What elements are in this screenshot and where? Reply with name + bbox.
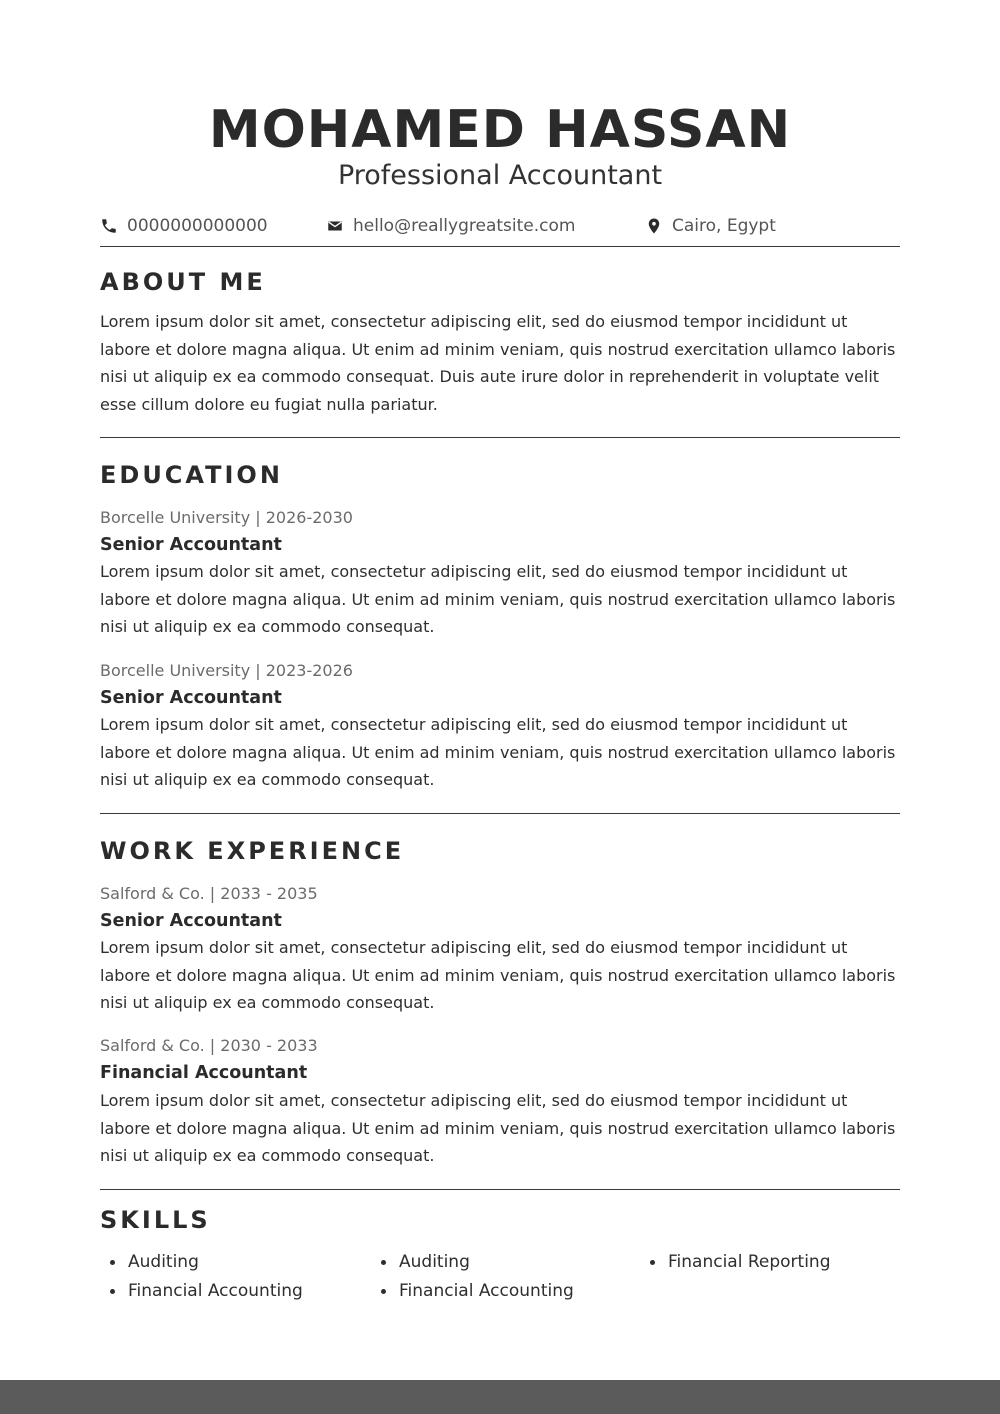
contact-phone <box>100 213 268 239</box>
location-pin-icon <box>645 217 663 235</box>
about-text: Lorem ipsum dolor sit amet, consectetur adipiscing elit, sed do eiusmod tempor incididunt ut labore et dolore magna aliqua. Ut enim ad minim veniam, quis nostrud exercitation ullamco laboris nisi ut aliquip ex ea commodo consequat. Duis aute irure dolor in reprehenderit in voluptate velit esse cillum dolore eu fugiat nulla pariatur. <box>100 312 896 414</box>
job-title: Professional Accountant <box>337 160 663 191</box>
section-heading-skills: SKILLS <box>100 1206 211 1234</box>
skill-item: Financial Accounting <box>371 1277 574 1306</box>
work-role: Senior Accountant <box>100 911 282 931</box>
location-text: Cairo, Egypt <box>672 216 776 236</box>
footer-bar <box>0 1380 1000 1414</box>
divider <box>100 1189 900 1190</box>
divider <box>100 813 900 814</box>
skills-column <box>100 1248 303 1305</box>
work-meta: Salford & Co. | 2030 - 2033 <box>100 1036 318 1055</box>
work-meta: Salford & Co. | 2033 - 2035 <box>100 884 318 903</box>
skill-item: Financial Accounting <box>100 1277 303 1306</box>
skills-column <box>371 1248 574 1305</box>
work-description: Lorem ipsum dolor sit amet, consectetur adipiscing elit, sed do eiusmod tempor incididunt ut labore et dolore magna aliqua. Ut enim ad minim veniam, quis nostrud exercitation ullamco laboris nisi ut aliquip ex ea commodo consequat. <box>100 1091 896 1165</box>
section-heading-work: WORK EXPERIENCE <box>100 837 405 865</box>
work-description: Lorem ipsum dolor sit amet, consectetur adipiscing elit, sed do eiusmod tempor incididunt ut labore et dolore magna aliqua. Ut enim ad minim veniam, quis nostrud exercitation ullamco laboris nisi ut aliquip ex ea commodo consequat. <box>100 938 896 1012</box>
phone-number: 0000000000000 <box>127 216 268 236</box>
section-heading-education: EDUCATION <box>100 461 283 489</box>
skill-item: Auditing <box>100 1248 303 1277</box>
email-icon <box>326 217 344 235</box>
contact-email <box>326 213 575 239</box>
email-address: hello@reallygreatsite.com <box>353 216 576 236</box>
divider <box>100 437 900 438</box>
phone-icon <box>100 217 118 235</box>
section-heading-about: ABOUT ME <box>100 268 266 296</box>
candidate-name: MOHAMED HASSAN <box>208 100 792 160</box>
education-role: Senior Accountant <box>100 535 282 555</box>
divider <box>100 246 900 247</box>
skill-item: Financial Reporting <box>640 1248 831 1277</box>
education-description: Lorem ipsum dolor sit amet, consectetur adipiscing elit, sed do eiusmod tempor incididunt ut labore et dolore magna aliqua. Ut enim ad minim veniam, quis nostrud exercitation ullamco laboris nisi ut aliquip ex ea commodo consequat. <box>100 562 896 636</box>
contact-location <box>645 213 776 239</box>
work-role: Financial Accountant <box>100 1063 308 1083</box>
education-meta: Borcelle University | 2026-2030 <box>100 508 353 527</box>
skill-item: Auditing <box>371 1248 574 1277</box>
education-meta: Borcelle University | 2023-2026 <box>100 661 353 680</box>
education-role: Senior Accountant <box>100 688 282 708</box>
skills-column <box>640 1248 831 1277</box>
education-description: Lorem ipsum dolor sit amet, consectetur adipiscing elit, sed do eiusmod tempor incididunt ut labore et dolore magna aliqua. Ut enim ad minim veniam, quis nostrud exercitation ullamco laboris nisi ut aliquip ex ea commodo consequat. <box>100 715 896 789</box>
